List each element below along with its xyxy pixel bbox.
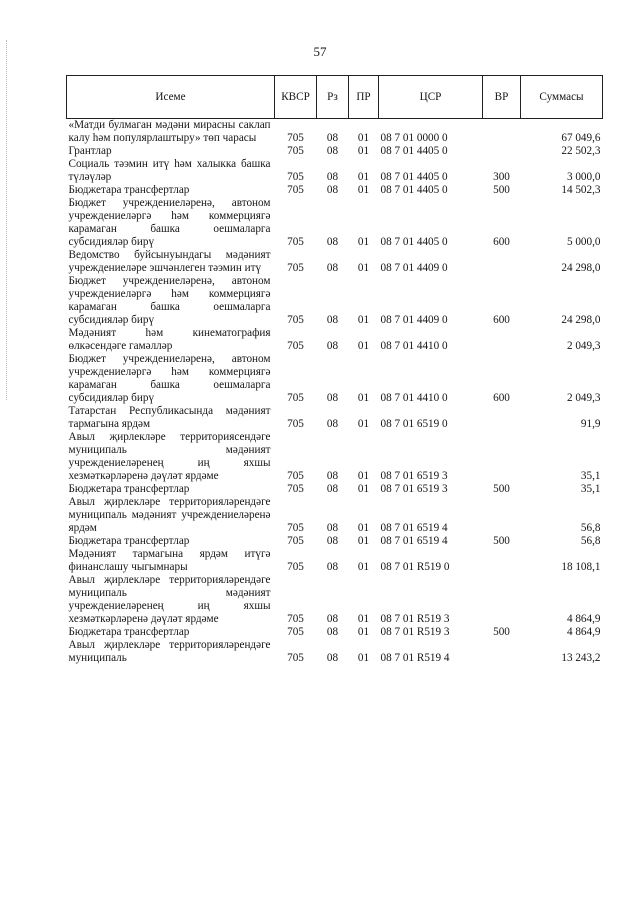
table-body <box>67 119 603 666</box>
row-sum: 18 108,1 <box>561 561 601 573</box>
table-row <box>67 184 603 197</box>
row-csr: 08 7 01 R519 3 <box>380 626 450 638</box>
row-rz: 08 <box>326 314 339 326</box>
table-row <box>67 353 603 405</box>
row-sum: 5 000,0 <box>566 236 601 248</box>
row-csr: 08 7 01 6519 0 <box>380 418 448 430</box>
row-name: Мәдәният тармагына ярдәм итүгә финанслашу чыгымнары <box>68 548 271 573</box>
row-rz: 08 <box>326 613 339 625</box>
row-sum: 22 502,3 <box>561 145 601 157</box>
row-vr <box>483 145 521 158</box>
row-pr: 01 <box>357 418 370 430</box>
header-csr: ЦСР <box>379 76 483 119</box>
row-sum: 2 049,3 <box>566 392 601 404</box>
table-row <box>67 327 603 353</box>
row-kvsr: 705 <box>287 561 304 573</box>
row-csr: 08 7 01 4410 0 <box>380 392 448 404</box>
row-vr: 300 <box>493 171 510 183</box>
row-kvsr: 705 <box>287 132 304 144</box>
row-kvsr: 705 <box>287 652 304 664</box>
row-pr: 01 <box>357 613 370 625</box>
row-name: Авыл җирлекләре территорияләрендәге муниципаль мәдәният учреждениеләренә ярдәм <box>68 496 271 534</box>
row-csr: 08 7 01 6519 4 <box>380 522 448 534</box>
row-name: Бюджетара трансфертлар <box>68 184 190 196</box>
row-sum: 14 502,3 <box>561 184 601 196</box>
row-pr: 01 <box>357 145 370 157</box>
header-sum: Суммасы <box>521 76 603 119</box>
row-kvsr: 705 <box>287 145 304 157</box>
row-vr <box>483 431 521 483</box>
table-row <box>67 275 603 327</box>
row-rz: 08 <box>326 522 339 534</box>
table-row <box>67 249 603 275</box>
row-pr: 01 <box>357 171 370 183</box>
row-kvsr: 705 <box>287 613 304 625</box>
row-name: «Матди булмаган мәдәни мирасны саклап калу һәм популярлаштыру» төп чарасы <box>68 119 271 144</box>
row-vr: 500 <box>493 626 510 638</box>
row-pr: 01 <box>357 470 370 482</box>
row-pr: 01 <box>357 561 370 573</box>
row-csr: 08 7 01 R519 4 <box>380 652 450 664</box>
row-sum: 3 000,0 <box>566 171 601 183</box>
row-sum: 24 298,0 <box>561 262 601 274</box>
row-kvsr: 705 <box>287 470 304 482</box>
row-pr: 01 <box>357 340 370 352</box>
row-kvsr: 705 <box>287 236 304 248</box>
row-vr <box>483 327 521 353</box>
page-number: 57 <box>313 44 327 59</box>
row-sum: 56,8 <box>580 535 601 547</box>
header-name: Исеме <box>67 76 275 119</box>
row-name: Социаль тәэмин итү һәм халыкка башка түләүләр <box>68 158 271 183</box>
row-kvsr: 705 <box>287 522 304 534</box>
row-sum: 13 243,2 <box>561 652 601 664</box>
row-vr <box>483 249 521 275</box>
row-name: Бюджет учреждениеләренә, автоном учреждениеләргә һәм коммерциягә карамаган башка оешмаларга субсидияләр бирү <box>68 197 271 248</box>
table-row <box>67 119 603 146</box>
row-kvsr: 705 <box>287 171 304 183</box>
row-name: Авыл җирлекләре территориясендәге муниципаль мәдәният учреждениеләренең иң яхшы хезмәткәрләренә дәүләт ярдәме <box>68 431 271 482</box>
row-rz: 08 <box>326 236 339 248</box>
row-pr: 01 <box>357 626 370 638</box>
row-name: Бюджет учреждениеләренә, автоном учреждениеләргә һәм коммерциягә карамаган башка оешмаларга субсидияләр бирү <box>68 353 271 404</box>
row-kvsr: 705 <box>287 262 304 274</box>
row-vr: 500 <box>493 184 510 196</box>
row-rz: 08 <box>326 132 339 144</box>
row-name: Авыл җирлекләре территорияләрендәге муниципаль мәдәният учреждениеләренең иң яхшы хезмәткәрләренә дәүләт ярдәме <box>68 574 271 625</box>
row-vr <box>483 548 521 574</box>
table-row <box>67 145 603 158</box>
row-csr: 08 7 01 R519 3 <box>380 613 450 625</box>
row-kvsr: 705 <box>287 535 304 547</box>
row-kvsr: 705 <box>287 418 304 430</box>
row-rz: 08 <box>326 483 339 495</box>
row-csr: 08 7 01 6519 4 <box>380 535 448 547</box>
row-vr: 600 <box>493 314 510 326</box>
row-csr: 08 7 01 6519 3 <box>380 470 448 482</box>
table-row <box>67 574 603 626</box>
table-row <box>67 535 603 548</box>
table-row <box>67 197 603 249</box>
row-rz: 08 <box>326 340 339 352</box>
row-csr: 08 7 01 0000 0 <box>380 132 448 144</box>
header-vr: ВР <box>483 76 521 119</box>
table-row <box>67 626 603 639</box>
row-rz: 08 <box>326 392 339 404</box>
row-vr: 600 <box>493 392 510 404</box>
row-rz: 08 <box>326 184 339 196</box>
row-pr: 01 <box>357 314 370 326</box>
row-sum: 67 049,6 <box>561 132 601 144</box>
row-csr: 08 7 01 4405 0 <box>380 236 448 248</box>
table-row <box>67 548 603 574</box>
row-vr <box>483 639 521 665</box>
row-name: Бюджетара трансфертлар <box>68 483 190 495</box>
row-pr: 01 <box>357 184 370 196</box>
header-rz: Рз <box>317 76 349 119</box>
row-rz: 08 <box>326 561 339 573</box>
header-kvsr: КВСР <box>275 76 317 119</box>
row-name: Ведомство буйсынуындагы мәдәният учреждениеләре эшчәнлеген тәэмин итү <box>68 249 271 274</box>
row-vr <box>483 119 521 146</box>
row-csr: 08 7 01 4405 0 <box>380 145 448 157</box>
row-rz: 08 <box>326 470 339 482</box>
row-name: Авыл җирлекләре территорияләрендәге муниципаль <box>68 639 271 664</box>
binding-margin-dots <box>6 40 7 400</box>
row-pr: 01 <box>357 236 370 248</box>
row-vr: 500 <box>493 483 510 495</box>
row-vr <box>483 405 521 431</box>
table-header-row <box>67 76 603 119</box>
row-sum: 4 864,9 <box>566 626 601 638</box>
table-row <box>67 496 603 535</box>
row-pr: 01 <box>357 132 370 144</box>
table-row <box>67 158 603 184</box>
row-sum: 24 298,0 <box>561 314 601 326</box>
row-rz: 08 <box>326 418 339 430</box>
row-rz: 08 <box>326 626 339 638</box>
row-pr: 01 <box>357 522 370 534</box>
row-pr: 01 <box>357 535 370 547</box>
row-kvsr: 705 <box>287 340 304 352</box>
row-csr: 08 7 01 4410 0 <box>380 340 448 352</box>
row-name: Мәдәният һәм кинематография өлкәсендәге гамәлләр <box>68 327 271 352</box>
row-kvsr: 705 <box>287 184 304 196</box>
header-pr: ПР <box>349 76 379 119</box>
row-csr: 08 7 01 4405 0 <box>380 184 448 196</box>
row-name: Грантлар <box>68 145 112 157</box>
row-kvsr: 705 <box>287 392 304 404</box>
row-csr: 08 7 01 6519 3 <box>380 483 448 495</box>
row-pr: 01 <box>357 652 370 664</box>
table-row <box>67 431 603 483</box>
row-vr: 600 <box>493 236 510 248</box>
row-sum: 35,1 <box>580 483 601 495</box>
row-csr: 08 7 01 4409 0 <box>380 314 448 326</box>
row-name: Бюджетара трансфертлар <box>68 535 190 547</box>
row-pr: 01 <box>357 392 370 404</box>
row-name: Татарстан Республикасында мәдәният тармагына ярдәм <box>68 405 271 430</box>
row-pr: 01 <box>357 483 370 495</box>
row-rz: 08 <box>326 535 339 547</box>
row-sum: 35,1 <box>580 470 601 482</box>
row-csr: 08 7 01 4405 0 <box>380 171 448 183</box>
row-csr: 08 7 01 4409 0 <box>380 262 448 274</box>
row-pr: 01 <box>357 262 370 274</box>
row-kvsr: 705 <box>287 626 304 638</box>
row-vr: 500 <box>493 535 510 547</box>
row-csr: 08 7 01 R519 0 <box>380 561 450 573</box>
table-row <box>67 483 603 496</box>
row-rz: 08 <box>326 652 339 664</box>
budget-table <box>66 75 603 665</box>
table-row <box>67 405 603 431</box>
row-rz: 08 <box>326 145 339 157</box>
row-name: Бюджетара трансфертлар <box>68 626 190 638</box>
row-sum: 56,8 <box>580 522 601 534</box>
row-rz: 08 <box>326 171 339 183</box>
row-sum: 4 864,9 <box>566 613 601 625</box>
row-rz: 08 <box>326 262 339 274</box>
row-vr <box>483 496 521 535</box>
row-name: Бюджет учреждениеләренә, автоном учреждениеләргә һәм коммерциягә карамаган башка оешмаларга субсидияләр бирү <box>68 275 271 326</box>
row-kvsr: 705 <box>287 314 304 326</box>
row-kvsr: 705 <box>287 483 304 495</box>
row-sum: 91,9 <box>580 418 601 430</box>
row-sum: 2 049,3 <box>566 340 601 352</box>
row-vr <box>483 574 521 626</box>
table-row <box>67 639 603 665</box>
